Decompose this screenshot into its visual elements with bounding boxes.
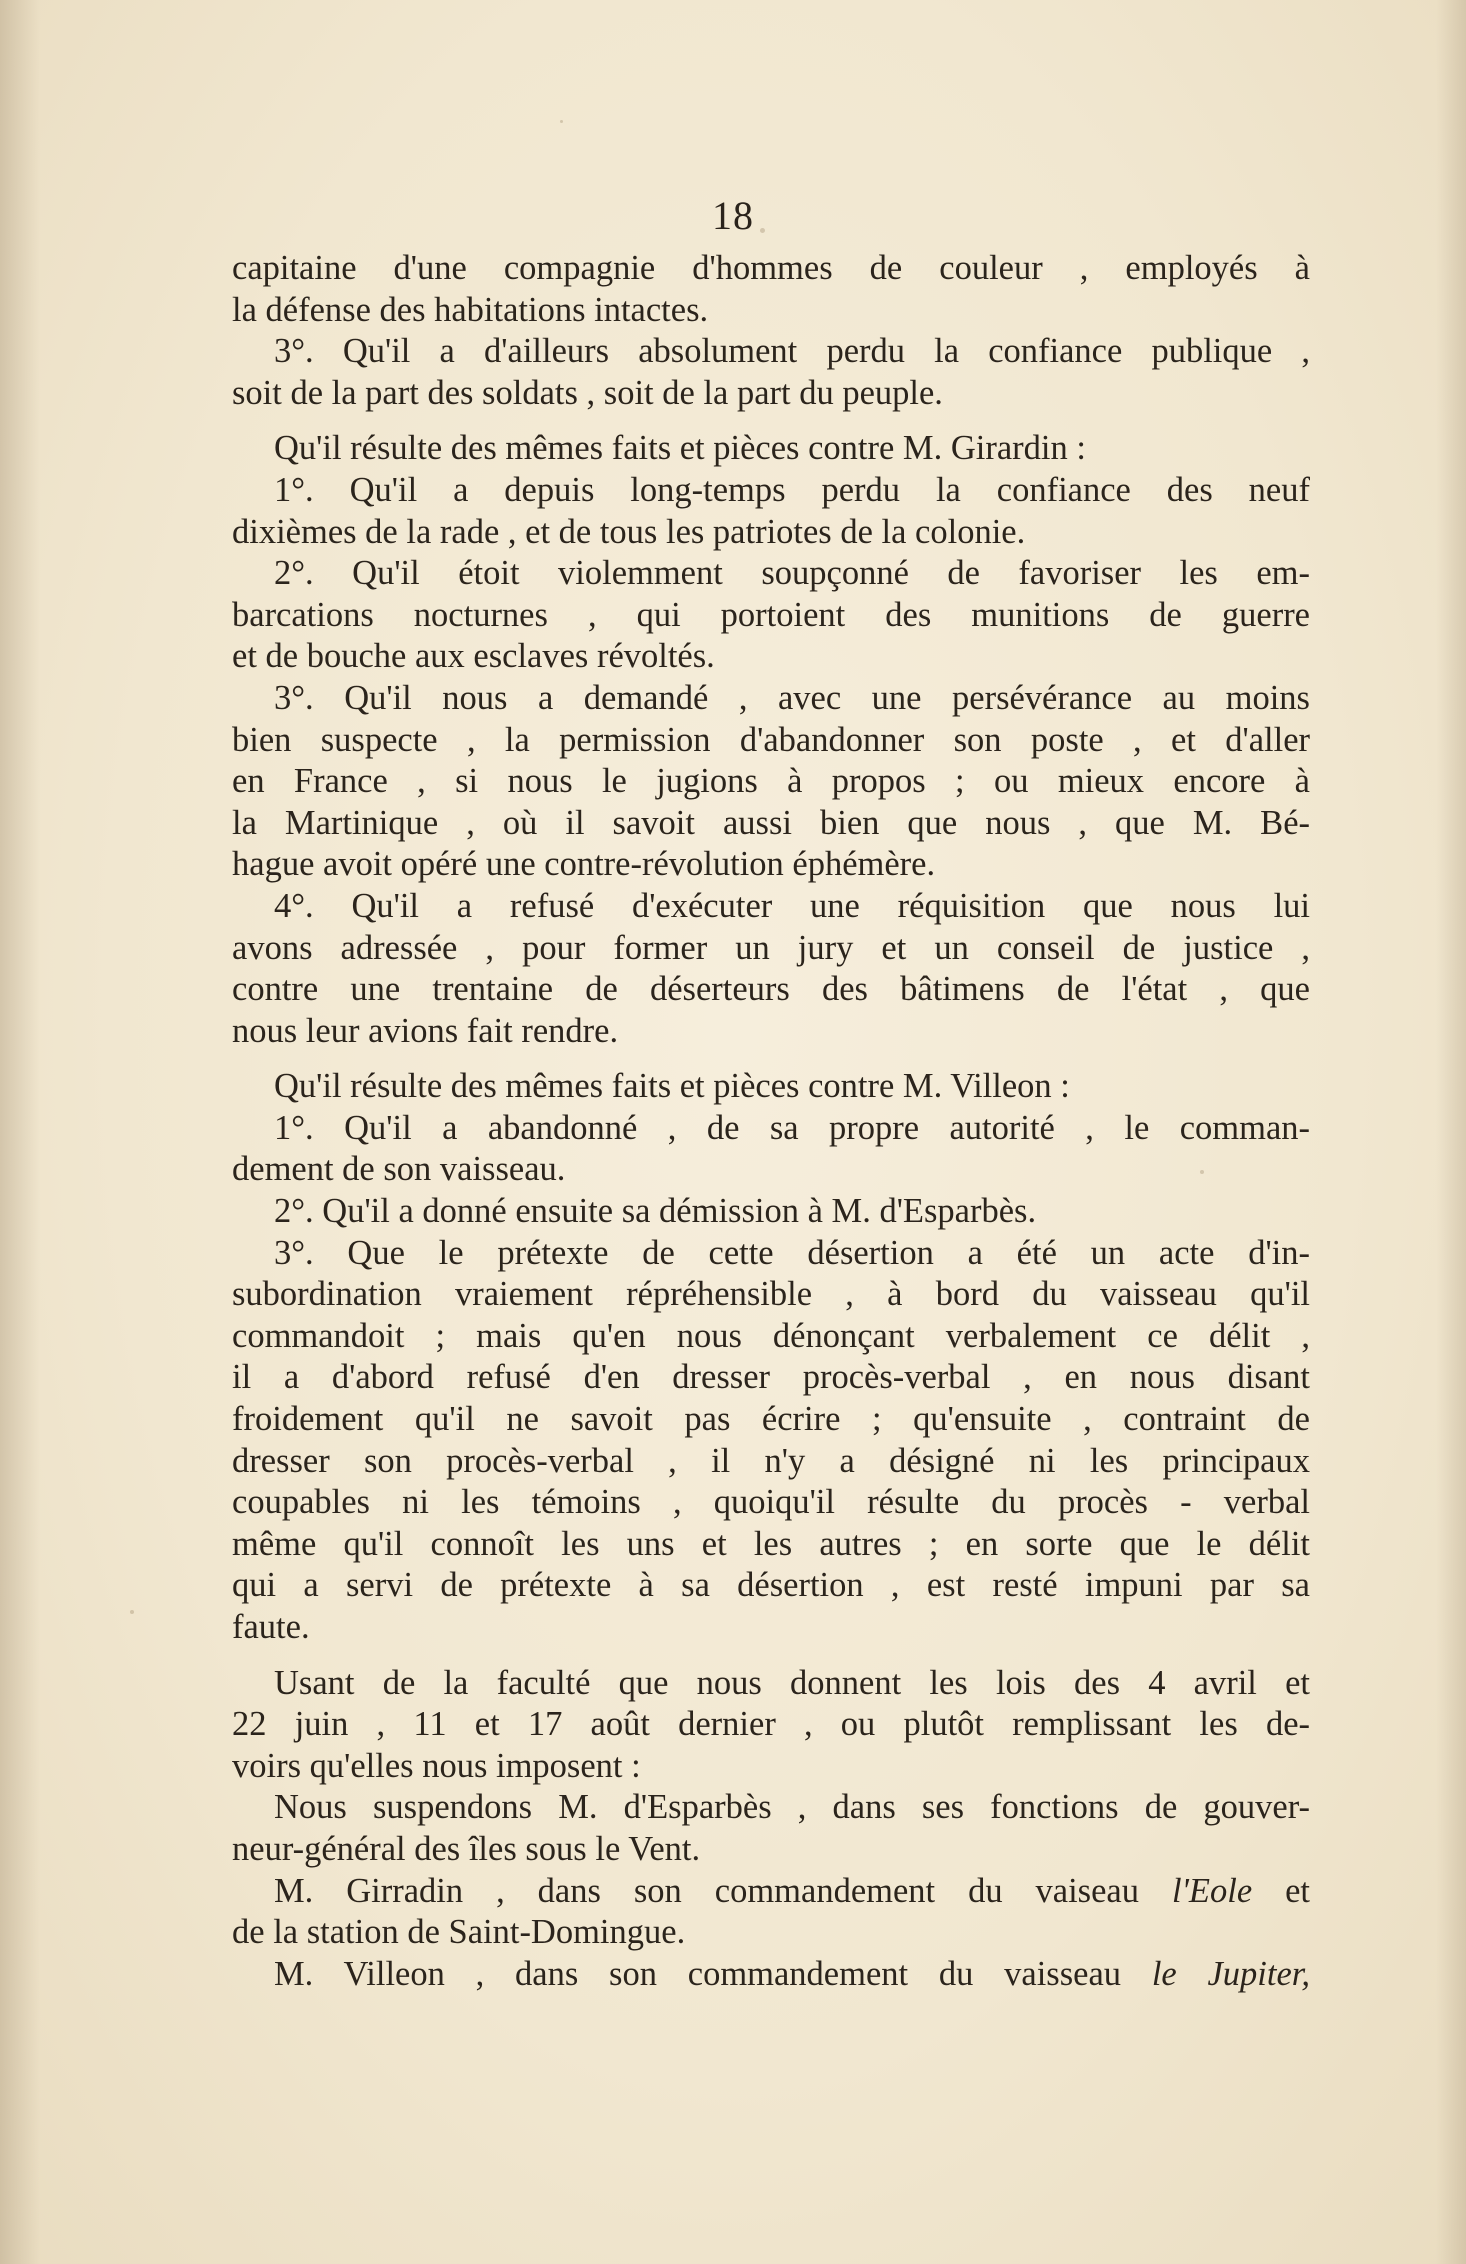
text-segment: M. Villeon , dans son commandement du vaisseau [274, 1954, 1122, 1993]
text-line: barcations nocturnes , qui portoient des munitions de guerre [232, 595, 1310, 634]
text-segment: M. Girradin , dans son commandement du vaiseau [274, 1871, 1139, 1910]
text-line: en France , si nous le jugions à propos ; ou mieux encore à [232, 762, 1310, 801]
text-line: hague avoit opéré une contre-révolution éphémère. [232, 845, 936, 884]
text-line: la défense des habitations intactes. [232, 290, 709, 329]
text-line: 4°. Qu'il a refusé d'exécuter une réquisition que nous lui [274, 886, 1310, 925]
foxing-spot [130, 1610, 134, 1614]
page-edge [1436, 0, 1466, 2264]
ship-name: le Jupiter, [1151, 1954, 1311, 1993]
text-line: de la station de Saint-Domingue. [232, 1913, 686, 1952]
gutter-shadow [0, 0, 40, 2264]
text-line: Nous suspendons M. d'Esparbès , dans ses fonctions de gouver- [274, 1788, 1310, 1827]
text-line: dement de son vaisseau. [232, 1150, 566, 1189]
foxing-spot [560, 120, 563, 123]
text-line: coupables ni les témoins , quoiqu'il résulte du procès - verbal [232, 1483, 1310, 1522]
text-line: dixièmes de la rade , et de tous les patriotes de la colonie. [232, 512, 1026, 551]
text-line: faute. [232, 1608, 310, 1646]
text-line: Usant de la faculté que nous donnent les lois des 4 avril et [274, 1663, 1310, 1702]
text-segment: et [1252, 1871, 1310, 1910]
text-line: 2°. Qu'il a donné ensuite sa démission à M. d'Esparbès. [274, 1192, 1037, 1231]
text-line: il a d'abord refusé d'en dresser procès-verbal , en nous disant [232, 1358, 1310, 1397]
text-line [232, 1954, 1310, 1996]
text-line: 22 juin , 11 et 17 août dernier , ou plutôt remplissant les de- [232, 1705, 1310, 1744]
text-line: même qu'il connoît les uns et les autres ; en sorte que le délit [232, 1524, 1310, 1563]
text-line: et de bouche aux esclaves révoltés. [232, 637, 715, 676]
text-line: dresser son procès-verbal , il n'y a désigné ni les principaux [232, 1441, 1310, 1480]
text-line: voirs qu'elles nous imposent : [232, 1746, 641, 1785]
text-line: Qu'il résulte des mêmes faits et pièces contre M. Villeon : [274, 1067, 1070, 1106]
text-line: contre une trentaine de déserteurs des bâtimens de l'état , que [232, 970, 1310, 1009]
text-line: 3°. Qu'il a d'ailleurs absolument perdu la confiance publique , [274, 332, 1310, 371]
text-line: subordination vraiement répréhensible , à bord du vaisseau qu'il [232, 1275, 1310, 1314]
text-line: capitaine d'une compagnie d'hommes de couleur , employés à [232, 249, 1310, 287]
text-line: avons adressée , pour former un jury et un conseil de justice , [232, 928, 1310, 967]
page-number: 18 [712, 193, 754, 238]
text-line: 3°. Que le prétexte de cette désertion a été un acte d'in- [274, 1233, 1310, 1272]
ship-name: l'Eole [1171, 1871, 1253, 1910]
text-line: qui a servi de prétexte à sa désertion , est resté impuni par sa [232, 1566, 1310, 1605]
text-line: 2°. Qu'il étoit violemment soupçonné de favoriser les em- [274, 554, 1310, 593]
text-line: bien suspecte , la permission d'abandonner son poste , et d'aller [232, 720, 1310, 759]
text-line: 1°. Qu'il a abandonné , de sa propre autorité , le comman- [274, 1108, 1310, 1147]
text-line: nous leur avions fait rendre. [232, 1011, 619, 1050]
text-line: 3°. Qu'il nous a demandé , avec une persévérance au moins [274, 678, 1310, 717]
body-text [232, 248, 1310, 1995]
text-line: la Martinique , où il savoit aussi bien que nous , que M. Bé- [232, 803, 1310, 842]
text-line: commandoit ; mais qu'en nous dénonçant verbalement ce délit , [232, 1316, 1310, 1355]
text-line: froidement qu'il ne savoit pas écrire ; qu'ensuite , contraint de [232, 1400, 1310, 1439]
text-line: Qu'il résulte des mêmes faits et pièces contre M. Girardin : [274, 429, 1086, 468]
text-line: soit de la part des soldats , soit de la part du peuple. [232, 373, 943, 412]
text-line: neur-général des îles sous le Vent. [232, 1829, 701, 1868]
text-line: 1°. Qu'il a depuis long-temps perdu la confiance des neuf [274, 470, 1310, 509]
text-line [232, 1871, 1310, 1913]
